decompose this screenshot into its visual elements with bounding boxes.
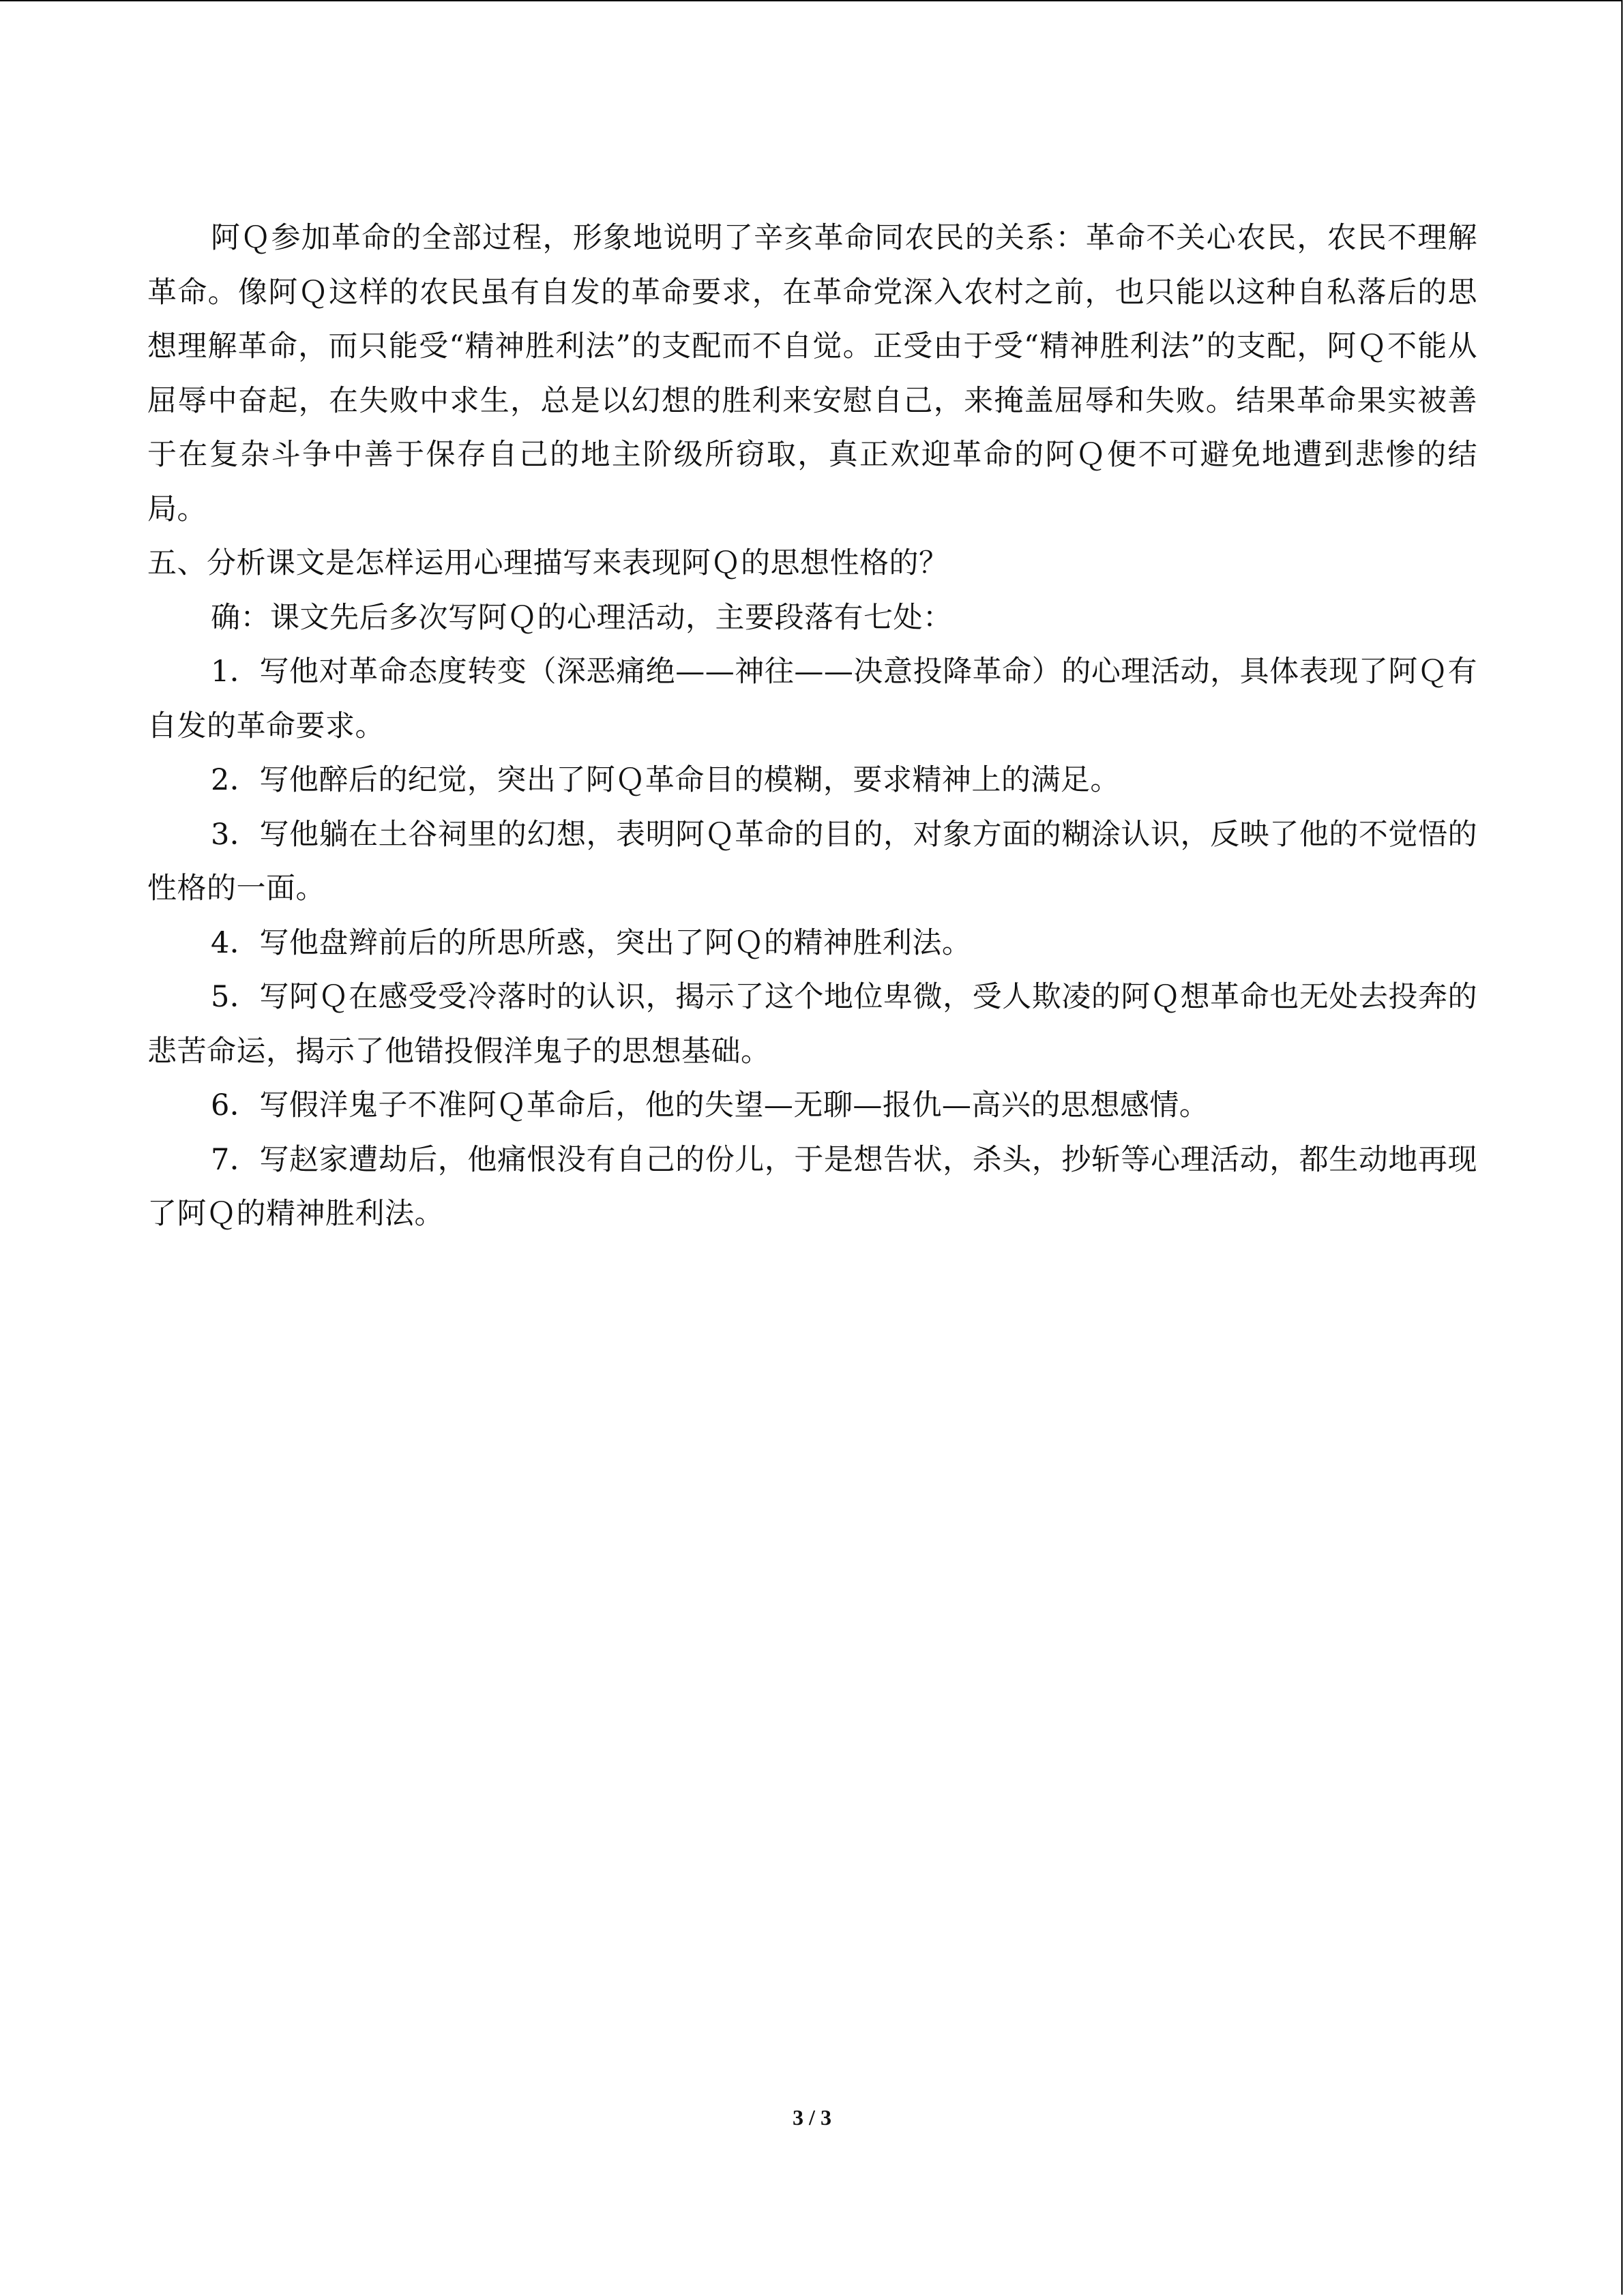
list-item-6: 6．写假洋鬼子不准阿Ｑ革命后，他的失望—无聊—报仇—高兴的思想感情。	[211, 1088, 1209, 1122]
list-item-3: 3．写他躺在土谷祠里的幻想，表明阿Ｑ革命的目的，对象方面的糊涂认识，反映了他的不觉悟的性格的一面。	[147, 817, 1477, 906]
list-item-2: 2．写他醉后的纪觉，突出了阿Ｑ革命目的模糊，要求精神上的满足。	[211, 763, 1120, 797]
page-number: 3 / 3	[793, 2105, 831, 2130]
list-item-4: 4．写他盘辫前后的所思所惑，突出了阿Ｑ的精神胜利法。	[211, 925, 972, 960]
document-body	[147, 211, 1477, 1242]
paragraph-answer-intro: 确：课文先后多次写阿Ｑ的心理活动，主要段落有七处：	[211, 600, 953, 635]
list-item-1: 1．写他对革命态度转变（深恶痛绝——神往——决意投降革命）的心理活动，具体表现了阿Ｑ有自发的革命要求。	[147, 655, 1477, 743]
section-heading-five: 五、分析课文是怎样运用心理描写来表现阿Ｑ的思想性格的？	[147, 546, 949, 580]
list-item-7: 7．写赵家遭劫后，他痛恨没有自己的份儿，于是想告状，杀头，抄斩等心理活动，都生动地再现了阿Ｑ的精神胜利法。	[147, 1142, 1477, 1231]
paragraph-revolution-process: 阿Ｑ参加革命的全部过程，形象地说明了辛亥革命同农民的关系：革命不关心农民，农民不理解革命。像阿Ｑ这样的农民虽有自发的革命要求，在革命党深入农村之前，也只能以这种自私落后的思想理解革命，而只能受“精神胜利法”的支配而不自觉。正受由于受“精神胜利法”的支配，阿Ｑ不能从屈辱中奋起，在失败中求生，总是以幻想的胜利来安慰自己，来掩盖屈辱和失败。结果革命果实被善于在复杂斗争中善于保存自己的地主阶级所窃取，真正欢迎革命的阿Ｑ便不可避免地遭到悲惨的结局。	[147, 221, 1477, 526]
list-item-5: 5．写阿Ｑ在感受受冷落时的认识，揭示了这个地位卑微，受人欺凌的阿Ｑ想革命也无处去投奔的悲苦命运，揭示了他错投假洋鬼子的思想基础。	[147, 980, 1477, 1069]
